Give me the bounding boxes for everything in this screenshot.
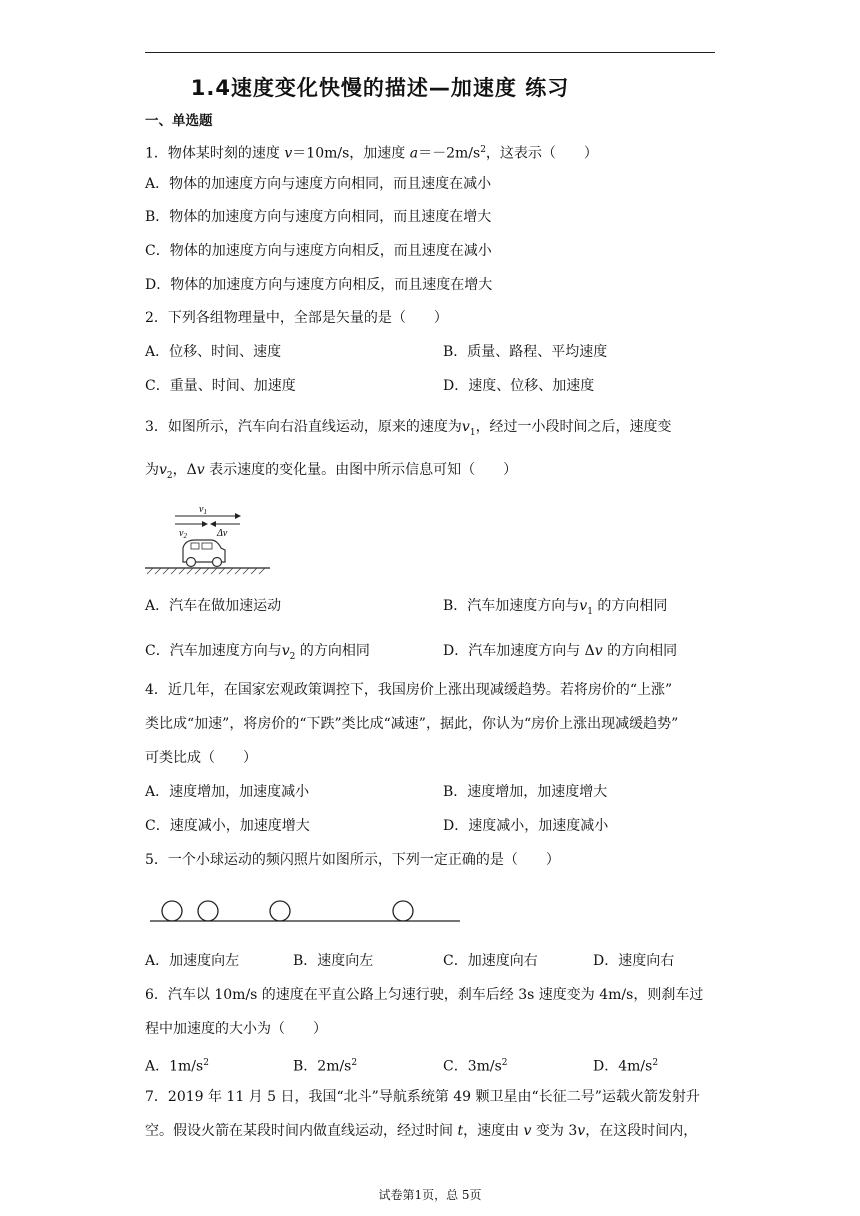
- question-1-option-c: C．物体的加速度方向与速度方向相反，而且速度在减小: [145, 243, 492, 259]
- question-3-option-d: D．汽车加速度方向与 Δv 的方向相同: [443, 643, 678, 659]
- question-3-stem-line1: 3．如图所示，汽车向右沿直线运动，原来的速度为$v_1$，经过一小段时间之后，速度变: [145, 419, 672, 438]
- question-1-option-b: B．物体的加速度方向与速度方向相同，而且速度在增大: [145, 209, 492, 225]
- question-3-stem-line2: 为$v_2$，Δv 表示速度的变化量。由图中所示信息可知（ ）: [145, 462, 518, 481]
- question-2-option-d: D．速度、位移、加速度: [443, 378, 595, 394]
- ball-4: [393, 901, 413, 921]
- question-5-option-a: A．加速度向左: [145, 953, 240, 969]
- question-5-option-b: B．速度向左: [293, 953, 374, 969]
- page-footer: 试卷第1页，总 5页: [378, 1188, 482, 1202]
- page-title: 1.4速度变化快慢的描述—加速度 练习: [190, 76, 570, 100]
- question-2-option-a: A．位移、时间、速度: [145, 344, 282, 360]
- question-4-option-c: C．速度减小，加速度增大: [145, 818, 310, 834]
- question-4-option-d: D．速度减小，加速度减小: [443, 818, 609, 834]
- question-6-option-b: B．$2m/s^2$: [293, 1058, 358, 1075]
- v2-label: $v_2$: [179, 528, 187, 540]
- v1-label: $v_1$: [199, 504, 207, 516]
- question-5-stem: 5．一个小球运动的频闪照片如图所示，下列一定正确的是（ ）: [145, 852, 560, 868]
- question-6-option-a: A．$1m/s^2$: [145, 1058, 209, 1075]
- dv-label: Δv: [217, 528, 228, 539]
- question-1-option-a: A．物体的加速度方向与速度方向相同，而且速度在减小: [145, 176, 492, 192]
- question-2-option-b: B．质量、路程、平均速度: [443, 344, 608, 360]
- question-3-option-b: B．汽车加速度方向与$v_1$ 的方向相同: [443, 598, 668, 617]
- question-4-option-a: A．速度增加，加速度减小: [145, 784, 310, 800]
- question-4-stem-line3: 可类比成（ ）: [145, 750, 257, 766]
- strobe-photo-figure: [150, 898, 462, 926]
- question-3-option-c: C．汽车加速度方向与$v_2$ 的方向相同: [145, 643, 370, 662]
- section-heading: 一、单选题: [145, 113, 213, 129]
- ball-1: [162, 901, 182, 921]
- question-7-stem-line1: 7．2019 年 11 月 5 日，我国“北斗”导航系统第 49 颗卫星由“长征二号”运载火箭发射升: [145, 1089, 700, 1105]
- question-4-stem-line2: 类比成“加速”，将房价的“下跌”类比成“减速”，据此，你认为“房价上涨出现减缓趋势”: [145, 716, 679, 732]
- question-6-option-c: C．$3m/s^2$: [443, 1058, 508, 1075]
- question-6-option-d: D．$4m/s^2$: [593, 1058, 659, 1075]
- ball-3: [270, 901, 290, 921]
- header-rule: [145, 52, 715, 53]
- question-6-stem-line2: 程中加速度的大小为（ ）: [145, 1021, 327, 1037]
- question-5-option-d: D．速度向右: [593, 953, 675, 969]
- question-4-option-b: B．速度增加，加速度增大: [443, 784, 608, 800]
- ball-2: [198, 901, 218, 921]
- question-1-stem: 1．物体某时刻的速度 v＝10m/s，加速度 $a=-2m/s^2$，这表示（ ）: [145, 145, 598, 162]
- question-7-stem-line2: 空。假设火箭在某段时间内做直线运动，经过时间 t，速度由 v 变为 3v，在这段时间内，: [145, 1123, 698, 1139]
- question-2-stem: 2．下列各组物理量中，全部是矢量的是（ ）: [145, 310, 448, 326]
- question-6-stem-line1: 6．汽车以 10m/s 的速度在平直公路上匀速行驶，刹车后经 3s 速度变为 4m/s，则刹车过: [145, 987, 704, 1003]
- question-5-option-c: C．加速度向右: [443, 953, 538, 969]
- question-2-option-c: C．重量、时间、加速度: [145, 378, 296, 394]
- question-4-stem-line1: 4．近几年，在国家宏观政策调控下，我国房价上涨出现减缓趋势。若将房价的“上涨”: [145, 682, 673, 698]
- car-velocity-figure: [145, 500, 275, 576]
- question-3-option-a: A．汽车在做加速运动: [145, 598, 282, 614]
- question-1-option-d: D．物体的加速度方向与速度方向相反，而且速度在增大: [145, 277, 493, 293]
